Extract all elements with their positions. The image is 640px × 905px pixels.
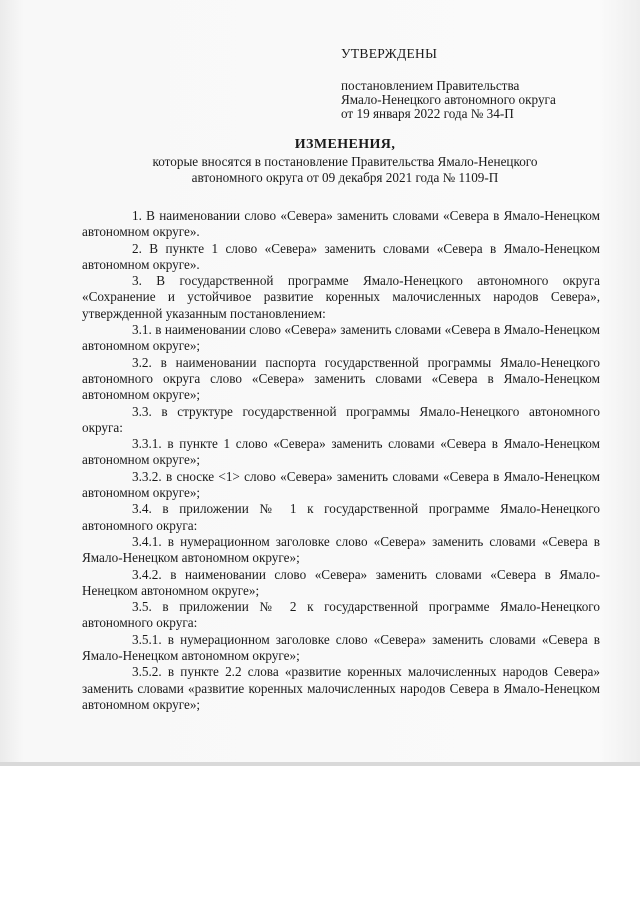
paragraph-3: 3. В государственной программе Ямало-Ненецкого автономного округа «Сохранение и устойчивое развитие коренных малочисленных народов Севера», утвержденной указанным постановлением: — [82, 273, 600, 321]
paragraph-3-1: 3.1. в наименовании слово «Севера» заменить словами «Севера в Ямало-Ненецком автономном округе»; — [82, 322, 600, 354]
approval-line-1: постановлением Правительства — [341, 78, 520, 93]
approval-line-2: Ямало-Ненецкого автономного округа — [341, 92, 556, 107]
paragraph-3-2: 3.2. в наименовании паспорта государственной программы Ямало-Ненецкого автономного округа слово «Севера» заменить словами «Севера в Ямало-Ненецком автономном округе»; — [82, 354, 600, 403]
approved-label: УТВЕРЖДЕНЫ — [341, 46, 438, 61]
paragraph-1: 1. В наименовании слово «Севера» заменить словами «Севера в Ямало-Ненецком автономном округе». — [82, 208, 600, 240]
paragraph-3-3-1: 3.3.1. в пункте 1 слово «Севера» заменить словами «Севера в Ямало-Ненецком автономном округе»; — [82, 436, 600, 468]
paragraph-3-3: 3.3. в структуре государственной программы Ямало-Ненецкого автономного округа: — [82, 403, 600, 435]
subtitle-line-2: автономного округа от 09 декабря 2021 года № 1109-П — [191, 170, 499, 185]
approval-block — [341, 47, 621, 121]
scan-bottom-edge — [0, 762, 640, 766]
paragraph-3-3-2: 3.3.2. в сноске <1> слово «Севера» заменить словами «Севера в Ямало-Ненецком автономном округе»; — [82, 468, 600, 501]
document-body — [82, 208, 600, 713]
subtitle-line-1: которые вносятся в постановление Правительства Ямало-Ненецкого — [152, 154, 538, 169]
paragraph-3-5-2: 3.5.2. в пункте 2.2 слова «развитие коренных малочисленных народов Севера» заменить словами «развитие коренных малочисленных народов Севера в Ямало-Ненецком автономном округе»; — [82, 664, 600, 712]
paragraph-3-4-2: 3.4.2. в наименовании слово «Севера» заменить словами «Севера в Ямало-Ненецком автономном округе»; — [82, 566, 600, 598]
paragraph-3-5-1: 3.5.1. в нумерационном заголовке слово «Севера» заменить словами «Севера в Ямало-Ненецком автономном округе»; — [82, 631, 600, 664]
paragraph-3-5: 3.5. в приложении № 2 к государственной программе Ямало-Ненецкого автономного округа: — [82, 599, 600, 631]
paragraph-3-4-1: 3.4.1. в нумерационном заголовке слово «Севера» заменить словами «Севера в Ямало-Ненецком автономном округе»; — [82, 533, 600, 566]
paragraph-2: 2. В пункте 1 слово «Севера» заменить словами «Севера в Ямало-Ненецком автономном округе». — [82, 240, 600, 272]
paragraph-3-4: 3.4. в приложении № 1 к государственной программе Ямало-Ненецкого автономного округа: — [82, 501, 600, 533]
approval-line-3: от 19 января 2022 года № 34-П — [341, 106, 514, 121]
document-title: ИЗМЕНЕНИЯ, — [294, 137, 396, 152]
document-subtitle — [100, 154, 590, 186]
